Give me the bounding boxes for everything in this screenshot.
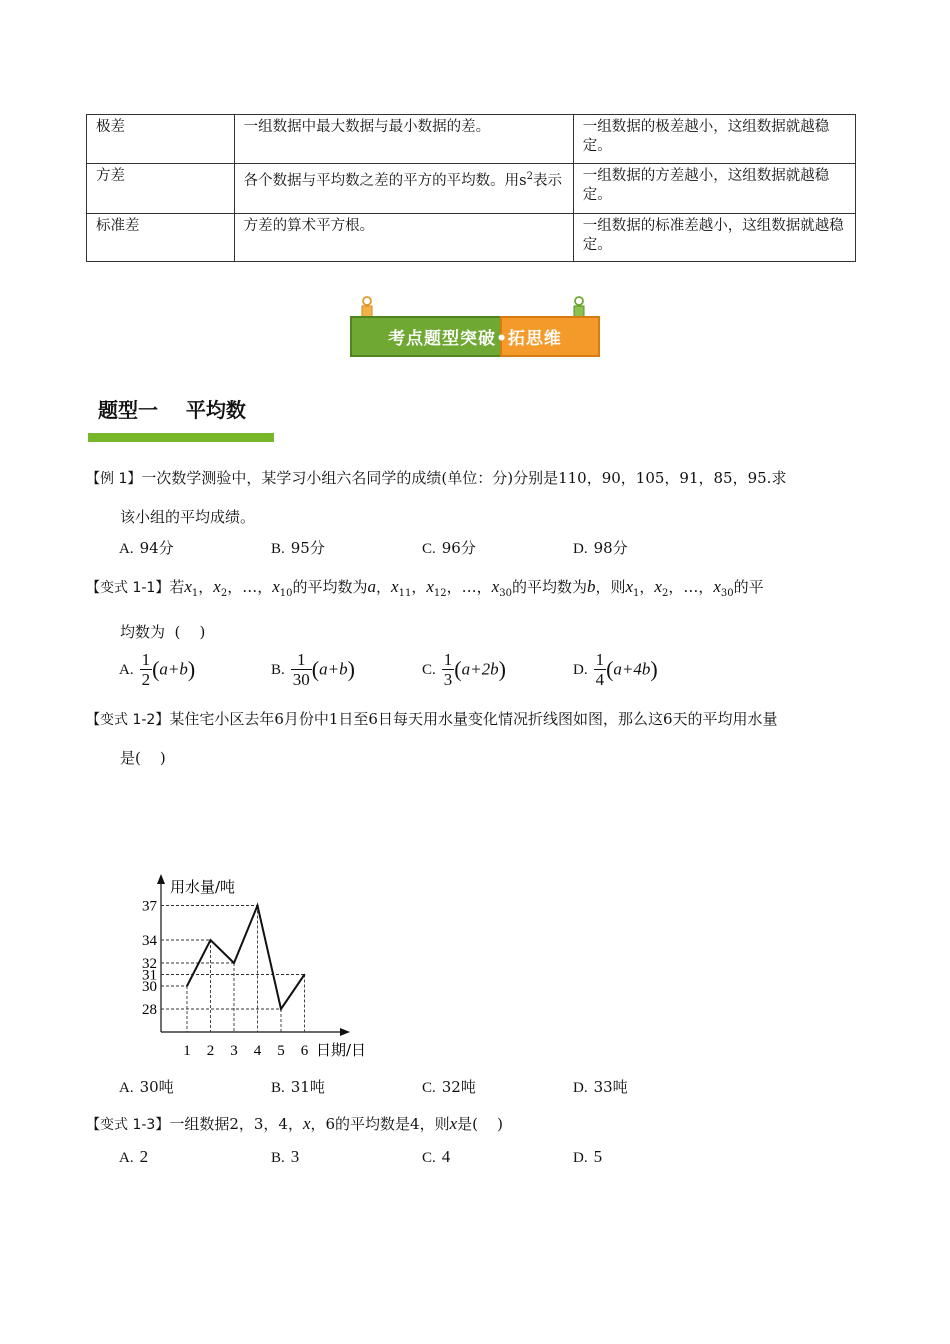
option-value: 96分 [441, 539, 476, 557]
series-line [187, 906, 305, 1010]
option-letter: C. [422, 541, 436, 557]
data-point [186, 985, 188, 987]
option-d[interactable] [573, 1147, 602, 1167]
option-letter: B. [271, 661, 285, 678]
option-letter: A. [119, 541, 134, 557]
meaning-cell: 一组数据的方差越小，这组数据就越稳定。 [573, 164, 855, 214]
option-letter: C. [422, 1150, 436, 1166]
var-x: x [713, 577, 721, 596]
y-tick-label: 31 [142, 967, 157, 984]
text-fragment: ， [446, 578, 462, 596]
data-point [257, 905, 259, 907]
option-letter: B. [271, 1080, 285, 1096]
option-a[interactable] [119, 650, 195, 689]
var-b: b [586, 577, 596, 596]
option-value: 98分 [593, 539, 628, 557]
var-x: x [625, 577, 634, 596]
option-value: 33吨 [593, 1078, 628, 1096]
fraction [594, 650, 607, 689]
var-x: x [391, 577, 399, 596]
question-tag: 【例 1】 [86, 471, 142, 487]
option-letter: B. [271, 1150, 285, 1166]
option-letter: A. [119, 1080, 134, 1096]
option-d[interactable] [573, 537, 628, 558]
subscript: 30 [499, 588, 512, 599]
y-tick-label: 37 [142, 898, 157, 915]
section-underline [88, 433, 274, 442]
chart-layer [142, 874, 350, 1059]
fraction [442, 650, 455, 689]
text-fragment: 的平均数为 [292, 578, 368, 596]
question-text: 是( ) [457, 1115, 503, 1133]
var-x: x [184, 577, 192, 596]
text-fragment: … [242, 578, 258, 596]
text-fragment: ， [411, 578, 427, 596]
y-axis-label: 用水量/吨 [170, 878, 236, 896]
data-point [233, 962, 235, 964]
var-x: x [213, 577, 221, 596]
text-fragment: ， [639, 578, 655, 596]
y-axis-arrow [157, 874, 165, 884]
denominator: 3 [443, 670, 453, 689]
water-usage-chart [130, 868, 380, 1068]
paren-close: ) [187, 656, 196, 682]
x-axis-arrow [340, 1028, 350, 1036]
subscript: 11 [398, 588, 412, 599]
var-x: x [654, 577, 662, 596]
subscript: 2 [220, 588, 228, 599]
y-tick-label: 34 [142, 933, 157, 949]
option-value: 94分 [139, 539, 174, 557]
var-x: x [426, 577, 434, 596]
subscript: 1 [633, 588, 640, 599]
option-c[interactable] [422, 1076, 476, 1097]
x-tick-label: 1 [183, 1043, 191, 1059]
option-value: 3 [290, 1147, 300, 1166]
option-d[interactable] [573, 1076, 628, 1097]
paren-open: ( [454, 656, 462, 682]
var-x: x [272, 577, 280, 596]
option-c[interactable] [422, 537, 476, 558]
text-fragment: ， [198, 578, 214, 596]
option-letter: A. [119, 661, 134, 678]
variance-superscript: 2 [526, 171, 533, 182]
text-fragment: 若 [169, 578, 185, 596]
text-fragment: ，则 [595, 578, 626, 596]
question-text-cont: 是( ) [120, 749, 166, 767]
question-text: ，6的平均数是4，则 [310, 1115, 450, 1133]
x-tick-label: 3 [230, 1043, 238, 1059]
option-c[interactable] [422, 650, 506, 689]
statistics-table [86, 114, 856, 262]
numerator: 1 [141, 650, 151, 669]
option-b[interactable] [271, 1076, 325, 1097]
numerator: 1 [291, 650, 312, 670]
table-row [87, 115, 856, 164]
option-value: 2 [139, 1147, 149, 1166]
section-title: 题型一 平均数 [98, 398, 246, 422]
subscript: 2 [661, 588, 669, 599]
data-point [280, 1008, 282, 1010]
expression: a+b [159, 659, 188, 679]
options-row [119, 1147, 819, 1177]
paren-close: ) [347, 656, 355, 682]
option-value: 4 [441, 1147, 451, 1166]
option-letter: B. [271, 541, 285, 557]
option-value: 32吨 [441, 1078, 476, 1096]
question-text: 一次数学测验中，某学习小组六名同学的成绩(单位：分)分别是110，90，105，91，85，95.求 [141, 469, 787, 487]
var-x: x [449, 1114, 458, 1133]
option-value: 95分 [290, 539, 325, 557]
x-tick-label: 6 [300, 1043, 309, 1059]
option-b[interactable] [271, 1147, 299, 1167]
denominator: 30 [292, 670, 310, 689]
option-letter: C. [422, 1080, 436, 1096]
numerator: 1 [443, 650, 453, 669]
definition-cell [234, 164, 573, 214]
option-d[interactable] [573, 650, 658, 689]
meaning-cell: 一组数据的标准差越小，这组数据就越稳定。 [573, 214, 855, 262]
option-letter: D. [573, 661, 588, 678]
text-fragment: ， [376, 578, 392, 596]
option-a[interactable] [119, 537, 174, 558]
option-letter: C. [422, 661, 436, 678]
question-tag: 【变式 1-2】 [86, 712, 170, 728]
variant-1-3 [86, 1105, 876, 1144]
paren-open: ( [152, 656, 160, 682]
subscript: 10 [279, 588, 293, 599]
text-fragment: ， [257, 578, 273, 596]
paren-close: ) [650, 656, 658, 682]
option-value: 5 [593, 1147, 603, 1166]
table-row [87, 164, 856, 214]
data-point [304, 974, 306, 976]
meaning-cell: 一组数据的极差越小，这组数据就越稳定。 [573, 115, 855, 164]
question-tag: 【变式 1-3】 [86, 1117, 170, 1133]
variant-1-1 [86, 568, 876, 651]
expression: a+4b [613, 659, 651, 679]
question-text: 某住宅小区去年6月份中1日至6日每天用水量变化情况折线图如图，那么这6天的平均用水量 [169, 710, 778, 728]
term-cell: 标准差 [87, 214, 235, 262]
text-fragment: ， [668, 578, 684, 596]
options-row [119, 1076, 819, 1106]
section-banner [350, 296, 600, 358]
text-fragment: ， [698, 578, 714, 596]
var-x: x [491, 577, 500, 596]
option-letter: D. [573, 541, 588, 557]
y-tick-label: 32 [142, 956, 157, 972]
definition-text: 表示 [532, 172, 562, 189]
text-fragment: ， [476, 578, 492, 596]
term-cell: 方差 [87, 164, 235, 214]
question-tag: 【变式 1-1】 [86, 580, 170, 596]
subscript: 30 [720, 588, 734, 599]
text-fragment: 的平 [733, 578, 764, 596]
fraction [291, 650, 312, 689]
text-fragment: … [683, 578, 699, 596]
paren-open: ( [311, 656, 320, 682]
y-tick-label: 28 [142, 1002, 157, 1018]
var-a: a [367, 577, 377, 596]
option-value: 31吨 [290, 1078, 325, 1096]
question-text: 一组数据2，3，4， [169, 1115, 303, 1133]
variant-1-2 [86, 700, 876, 777]
option-letter: D. [573, 1080, 588, 1096]
numerator: 1 [595, 650, 605, 669]
variance-symbol: s [519, 172, 527, 189]
option-letter: A. [119, 1150, 134, 1166]
fraction [140, 650, 153, 689]
banner-text-right: •拓思维 [496, 329, 562, 349]
expression: a+2b [461, 659, 499, 679]
var-x: x [302, 1114, 311, 1133]
definition-cell: 一组数据中最大数据与最小数据的差。 [234, 115, 573, 164]
banner-text-left: 考点题型突破 [388, 329, 497, 349]
denominator: 4 [595, 670, 605, 689]
x-tick-label: 4 [253, 1043, 262, 1059]
question-text-cont: 均数为 ( ) [120, 623, 206, 641]
text-fragment: 的平均数为 [511, 578, 587, 596]
x-tick-label: 5 [277, 1043, 285, 1059]
expression: a+b [319, 659, 348, 679]
term-cell: 极差 [87, 115, 235, 164]
example-1 [86, 459, 876, 536]
subscript: 1 [191, 588, 199, 599]
paren-close: ) [498, 656, 506, 682]
option-b[interactable] [271, 537, 325, 558]
option-c[interactable] [422, 1147, 450, 1167]
options-row [119, 537, 819, 567]
option-a[interactable] [119, 1147, 148, 1167]
subscript: 12 [433, 588, 447, 599]
banner-text [350, 324, 600, 349]
options-row [119, 650, 819, 694]
paren-open: ( [606, 656, 614, 682]
x-tick-label: 2 [206, 1043, 215, 1059]
option-b[interactable] [271, 650, 355, 689]
x-axis-label: 日期/日 [316, 1041, 367, 1059]
option-a[interactable] [119, 1076, 174, 1097]
definition-text: 各个数据与平均数之差的平方的平均数。用 [243, 172, 520, 189]
denominator: 2 [141, 670, 151, 689]
data-point [210, 939, 212, 941]
text-fragment: ， [227, 578, 243, 596]
option-value: 30吨 [139, 1078, 174, 1096]
text-fragment: … [461, 578, 477, 596]
option-letter: D. [573, 1150, 588, 1166]
y-tick-label: 30 [142, 979, 157, 995]
definition-cell: 方差的算术平方根。 [234, 214, 573, 262]
question-text-cont: 该小组的平均成绩。 [120, 508, 256, 526]
table-row [87, 214, 856, 262]
